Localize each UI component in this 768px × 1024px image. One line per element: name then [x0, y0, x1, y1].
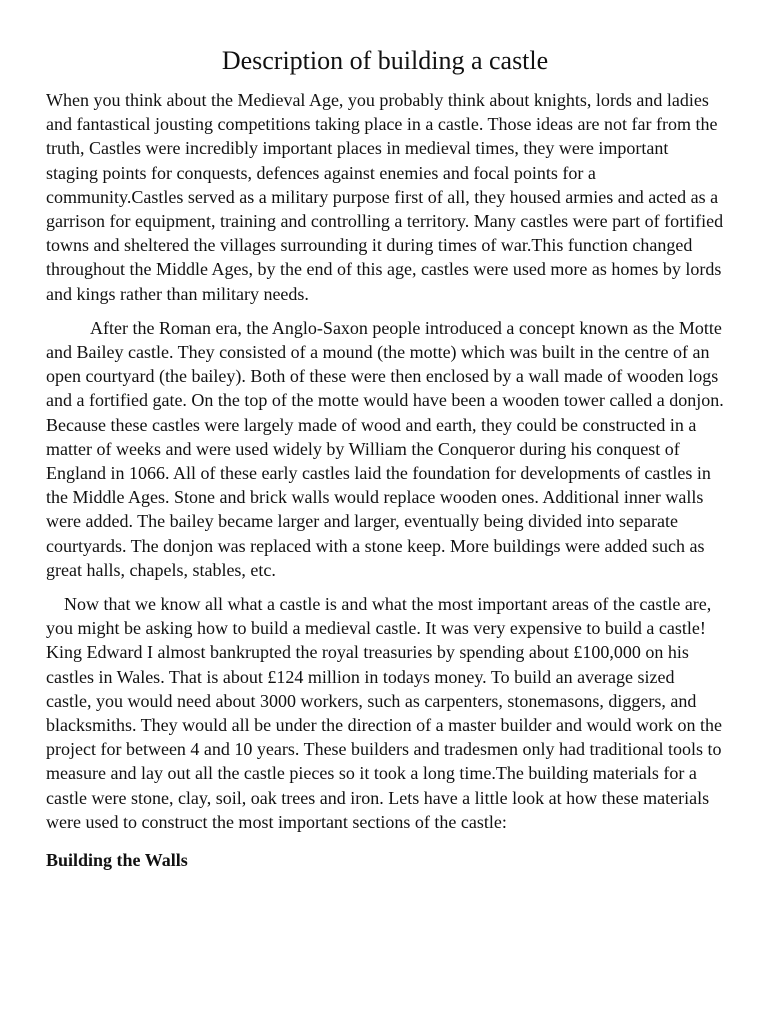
- paragraph-intro: When you think about the Medieval Age, you probably think about knights, lords and ladies and fantastical jousting competitions taking place in a castle. Those ideas are not far from the truth, Castles were incredibly important places in medieval times, they were important staging points for conquests, defences against enemies and focal points for a community.Castles served as a military purpose first of all, they housed armies and acted as a garrison for equipment, training and controlling a territory. Many castles were part of fortified towns and sheltered the villages surrounding it during times of war.This function changed throughout the Middle Ages, by the end of this age, castles were used more as homes by lords and kings rather than military needs.: [46, 90, 724, 304]
- document-page: [46, 44, 724, 872]
- section-heading-building-walls: Building the Walls: [46, 850, 188, 871]
- paragraph-building-castle: Now that we know all what a castle is and what the most important areas of the castle are, you might be asking how to build a medieval castle. It was very expensive to build a castle! King Edward I almost bankrupted the royal treasuries by spending about £100,000 on his castles in Wales. That is about £124 million in todays money. To build an average sized castle, you would need about 3000 workers, such as carpenters, stonemasons, diggers, and blacksmiths. They would all be under the direction of a master builder and would work on the project for between 4 and 10 years. These builders and tradesmen only had traditional tools to measure and lay out all the castle pieces so it took a long time.The building materials for a castle were stone, clay, soil, oak trees and iron. Lets have a little look at how these materials were used to construct the most important sections of the castle:: [46, 594, 723, 832]
- document-title: Description of building a castle: [221, 46, 549, 75]
- paragraph-motte-and-bailey: After the Roman era, the Anglo-Saxon people introduced a concept known as the Motte and Bailey castle. They consisted of a mound (the motte) which was built in the centre of an open courtyard (the bailey). Both of these were then enclosed by a wall made of wooden logs and a fortified gate. On the top of the motte would have been a wooden tower called a donjon. Because these castles were largely made of wood and earth, they could be constructed in a matter of weeks and were used widely by William the Conqueror during his conquest of England in 1066. All of these early castles laid the foundation for developments of castles in the Middle Ages. Stone and brick walls would replace wooden ones. Additional inner walls were added. The bailey became larger and larger, eventually being divided into separate courtyards. The donjon was replaced with a stone keep. More buildings were added such as great halls, chapels, stables, etc.: [46, 317, 724, 580]
